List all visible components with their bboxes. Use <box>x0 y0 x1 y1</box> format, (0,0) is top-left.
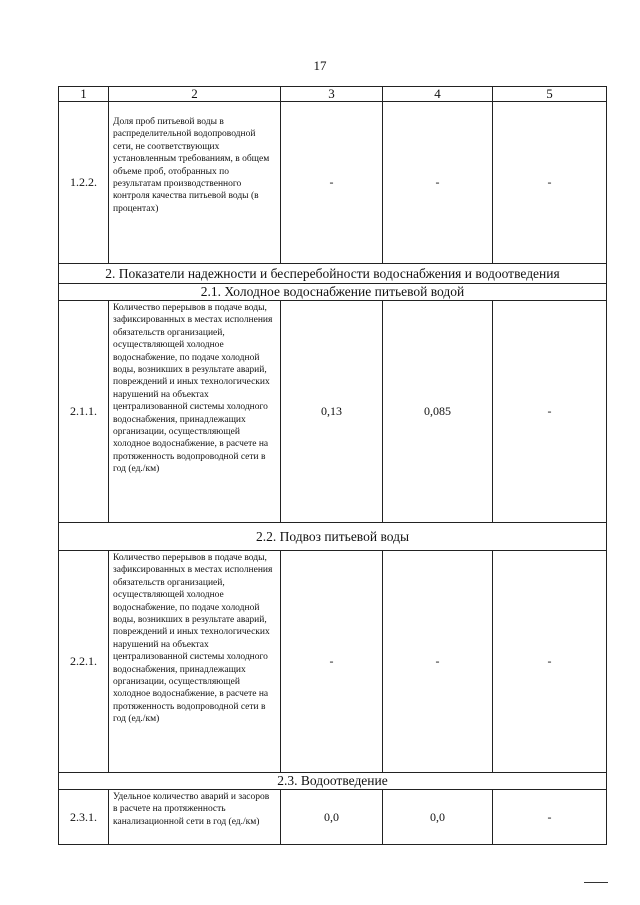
value-col-4: 0,085 <box>383 301 493 523</box>
value-col-3: 0,0 <box>281 790 383 845</box>
column-header-5: 5 <box>493 87 607 102</box>
subsection-title: 2.3. Водоотведение <box>59 773 607 790</box>
subsection-header-2-3 <box>59 773 607 790</box>
subsection-title: 2.2. Подвоз питьевой воды <box>59 523 607 551</box>
value-col-5: - <box>493 551 607 773</box>
table-row-2-2-1 <box>59 551 607 773</box>
value-col-4: 0,0 <box>383 790 493 845</box>
column-header-3: 3 <box>281 87 383 102</box>
value-col-4: - <box>383 551 493 773</box>
value-col-5: - <box>493 301 607 523</box>
value-col-5: - <box>493 102 607 264</box>
value-col-3: - <box>281 102 383 264</box>
subsection-header-2-1 <box>59 284 607 301</box>
row-number: 2.3.1. <box>59 790 109 845</box>
value-col-5: - <box>493 790 607 845</box>
row-number: 2.2.1. <box>59 551 109 773</box>
row-description: Количество перерывов в подаче воды, зафиксированных в местах исполнения обязательств организацией, осуществляющей холодное водоснабжение, по подаче холодной воды, возникших в результате аварий, повреждений и иных технологических нарушений на объектах централизованной системы холодного водоснабжения, принадлежащих организации, осуществляющей холодное водоснабжение, в расчете на протяженность водопроводной сети в год (ед./км) <box>109 301 281 523</box>
value-col-3: - <box>281 551 383 773</box>
table-row-2-1-1 <box>59 301 607 523</box>
page-number: 17 <box>313 58 327 73</box>
table-row-2-3-1 <box>59 790 607 845</box>
subsection-header-2-2 <box>59 523 607 551</box>
column-header-1: 1 <box>59 87 109 102</box>
value-col-4: - <box>383 102 493 264</box>
column-header-2: 2 <box>109 87 281 102</box>
table-row-1-2-2 <box>59 102 607 264</box>
column-header-4: 4 <box>383 87 493 102</box>
section-title: 2. Показатели надежности и бесперебойности водоснабжения и водоотведения <box>59 264 607 284</box>
row-number: 2.1.1. <box>59 301 109 523</box>
row-description: Удельное количество аварий и засоров в расчете на протяженность канализационной сети в год (ед./км) <box>109 790 281 845</box>
row-number: 1.2.2. <box>59 102 109 264</box>
value-col-3: 0,13 <box>281 301 383 523</box>
row-description: Доля проб питьевой воды в распределительной водопроводной сети, не соответствующих установленным требованиям, в общем объеме проб, отобранных по результатам производственного контроля качества питьевой воды (в процентах) <box>109 102 281 264</box>
section-header-2 <box>59 264 607 284</box>
row-description: Количество перерывов в подаче воды, зафиксированных в местах исполнения обязательств организацией, осуществляющей холодное водоснабжение, по подаче холодной воды, возникших в результате аварий, повреждений и иных технологических нарушений на объектах централизованной системы холодного водоснабжения, принадлежащих организации, осуществляющей холодное водоснабжение, в расчете на протяженность водопроводной сети в год (ед./км) <box>109 551 281 773</box>
subsection-title: 2.1. Холодное водоснабжение питьевой водой <box>59 284 607 301</box>
indicators-table <box>58 86 607 845</box>
column-header-row <box>59 87 607 102</box>
page-edge-mark <box>584 882 608 883</box>
